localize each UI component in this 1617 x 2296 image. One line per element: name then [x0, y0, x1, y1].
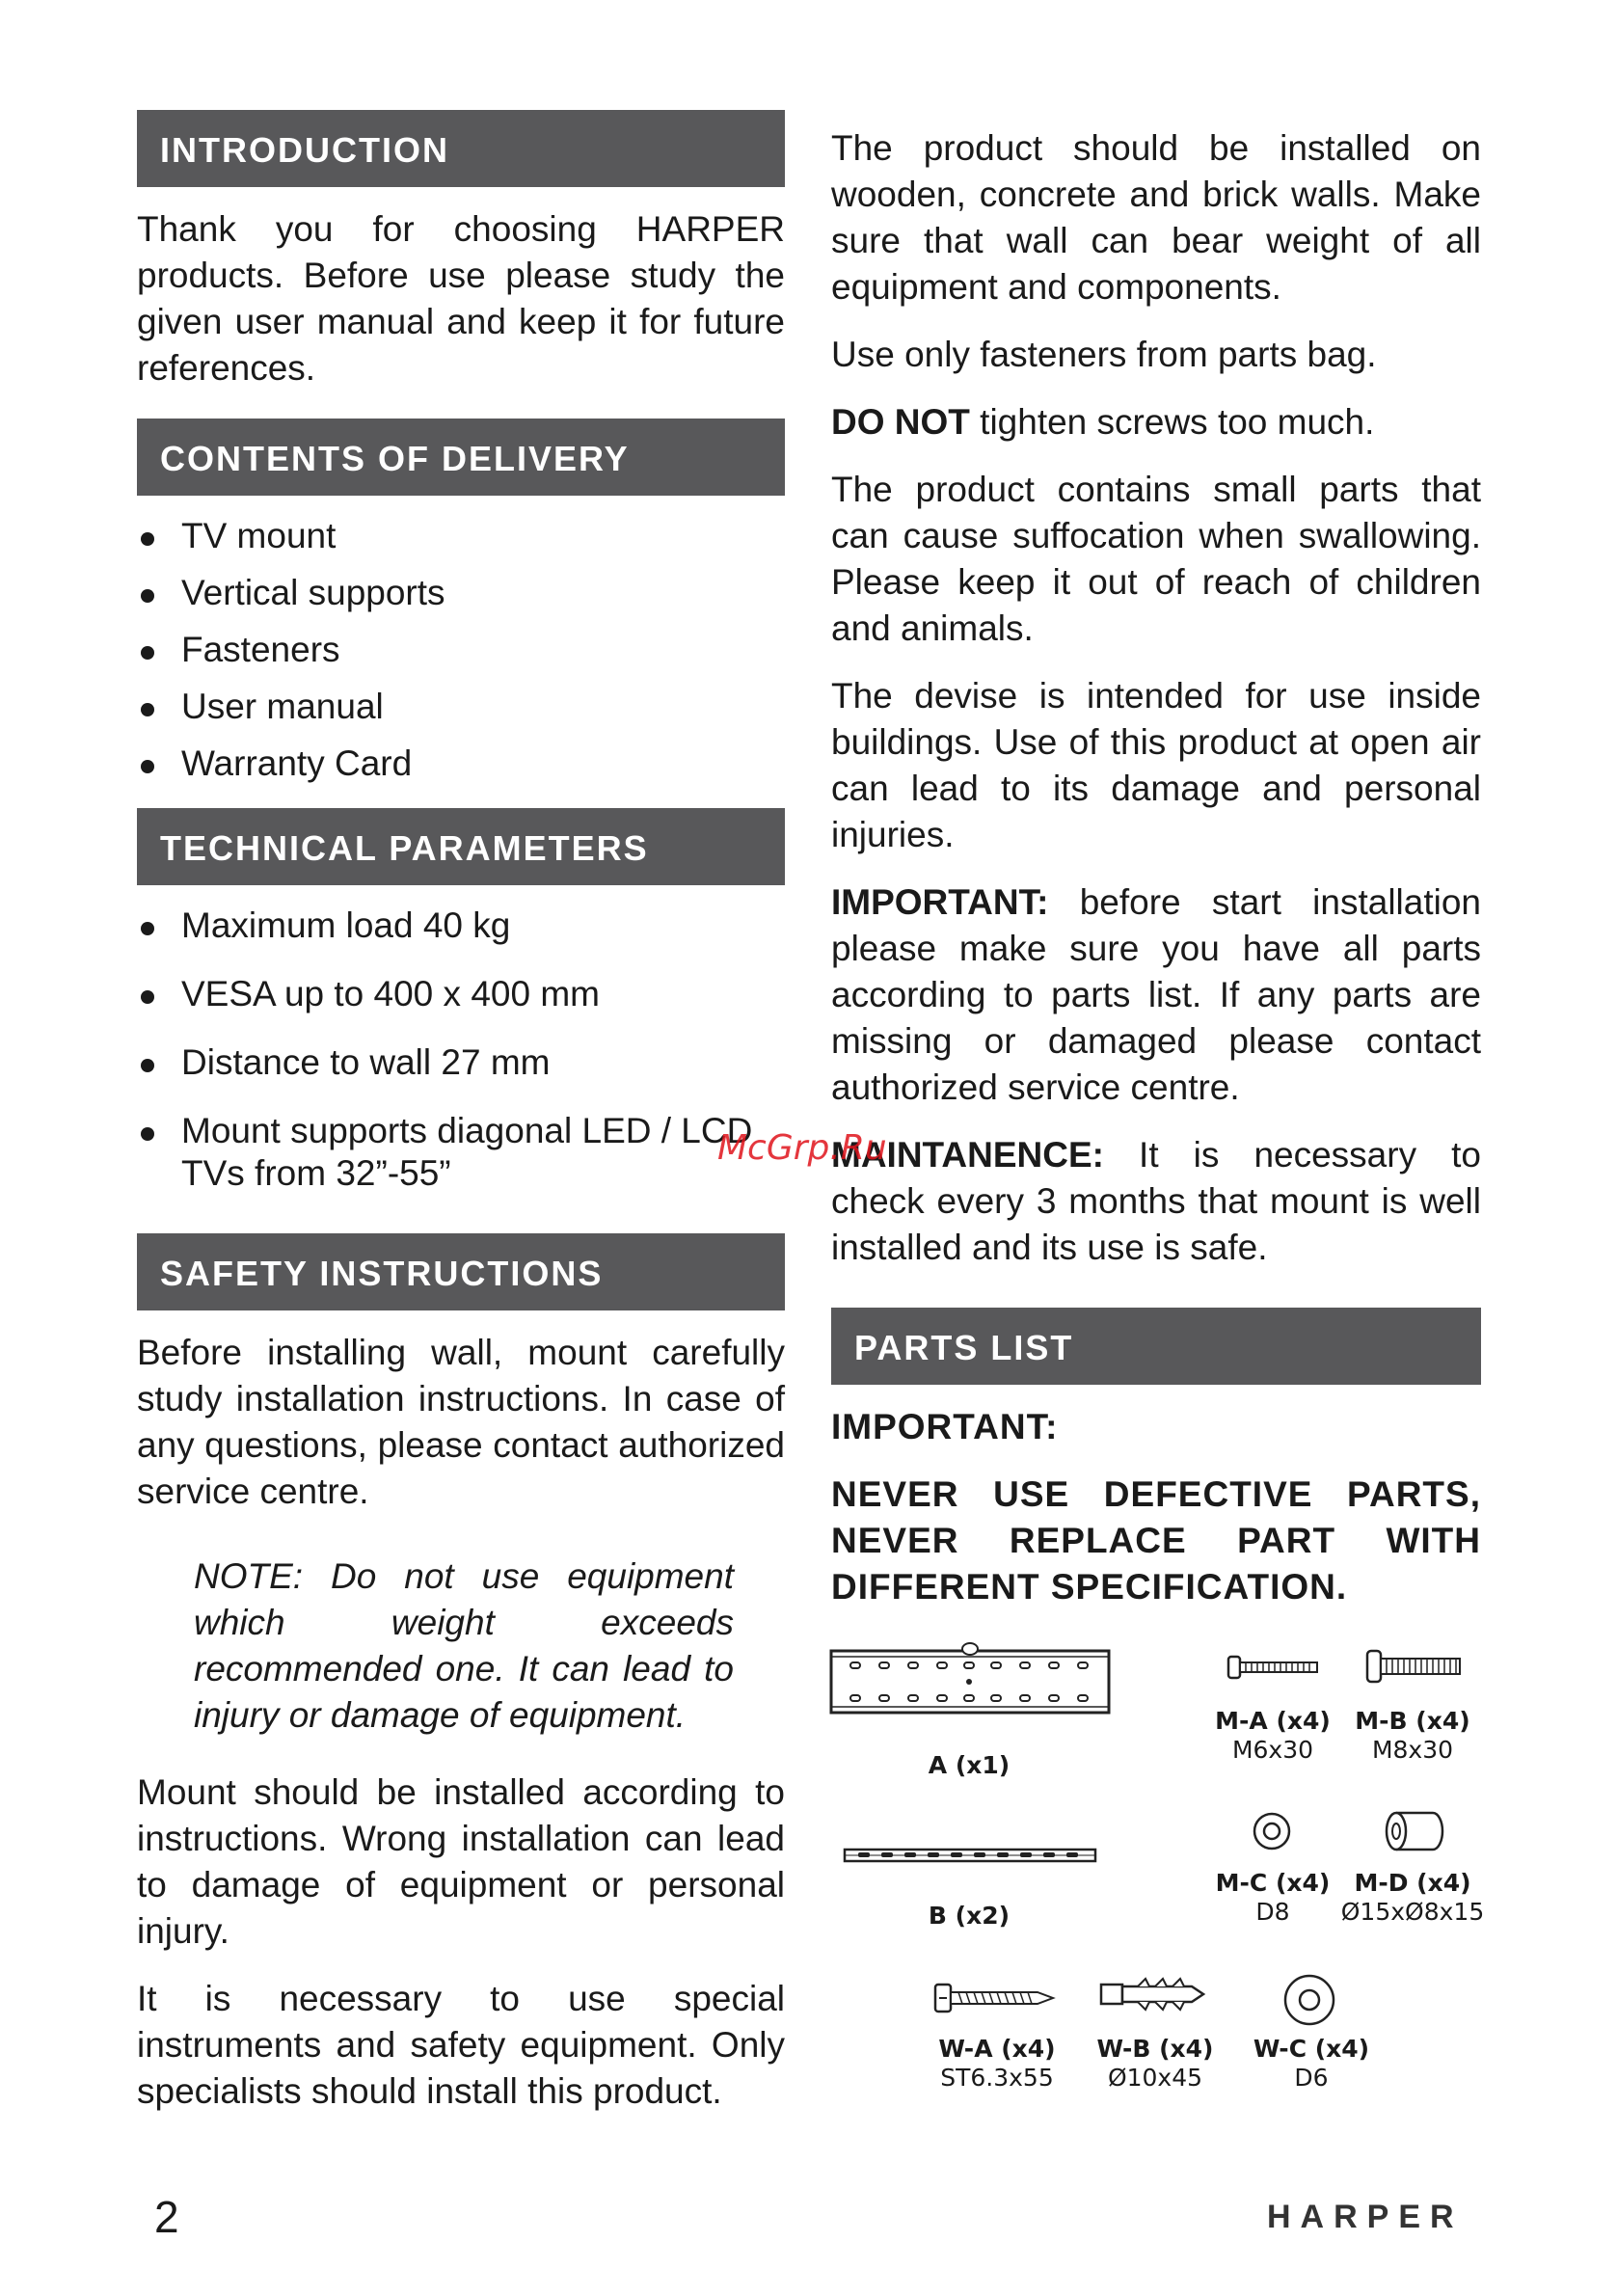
watermark: McGrp.Ru [717, 1128, 887, 1168]
install-walls-text: The product should be installed on wooden, concrete and brick walls. Make sure that wall can bear weight of all equipment and components. [831, 128, 1481, 307]
bolt-m6-icon [1226, 1651, 1319, 1684]
safety-note: NOTE: Do not use equipment which weight exceeds recommended one. It can lead to injury or damage of equipment. [194, 1556, 734, 1735]
parts-important-label: IMPORTANT: [831, 1407, 1059, 1446]
washer-d6-icon [1282, 1973, 1336, 2027]
do-not-tighten-text: DO NOT tighten screws too much. [831, 402, 1375, 442]
list-item: Maximum load 40 kg [137, 905, 785, 947]
list-item: TV mount [137, 515, 785, 557]
wall-plate-a-drawing [829, 1639, 1111, 1718]
page-number: 2 [154, 2192, 179, 2242]
small-parts-text: The product contains small parts that can cause suffocation when swallowing. Please keep it out of reach of children and animals. [831, 470, 1481, 648]
list-item: Vertical supports [137, 572, 785, 614]
list-item: Warranty Card [137, 743, 785, 785]
delivery-list [137, 515, 785, 785]
list-item: Mount supports diagonal LED / LCD TVs from 32”-55” [137, 1110, 760, 1195]
safety-heading: SAFETY INSTRUCTIONS [137, 1233, 785, 1310]
list-item: Distance to wall 27 mm [137, 1041, 785, 1084]
safety-paragraph-3: It is necessary to use special instruments and safety equipment. Only specialists should install this product. [137, 1979, 785, 2111]
part-a-label: A (x1) [928, 1751, 1011, 1779]
list-item: User manual [137, 686, 785, 728]
list-item: VESA up to 400 x 400 mm [137, 973, 785, 1015]
part-w-b-label: W-B (x4) Ø10x45 [1096, 2035, 1214, 2092]
brand-logo: HARPER [1267, 2199, 1464, 2235]
part-m-d-label: M-D (x4) Ø15xØ8x15 [1340, 1869, 1485, 1926]
fasteners-text: Use only fasteners from parts bag. [831, 335, 1377, 374]
important-label: IMPORTANT: [831, 882, 1049, 922]
washer-d8-icon [1252, 1811, 1292, 1851]
wood-screw-icon [933, 1979, 1057, 2017]
maintenance-label: MAINTANENCE: [831, 1135, 1104, 1175]
part-m-b-label: M-B (x4) M8x30 [1355, 1707, 1470, 1764]
spacer-icon [1383, 1809, 1446, 1853]
safety-paragraph-2: Mount should be installed according to instructions. Wrong installation can lead to damage of equipment or personal injury. [137, 1772, 785, 1951]
part-w-a-label: W-A (x4) ST6.3x55 [938, 2035, 1056, 2092]
part-b-label: B (x2) [928, 1902, 1011, 1930]
left-column [137, 110, 785, 2115]
technical-list [137, 905, 785, 1195]
introduction-heading: INTRODUCTION [137, 110, 785, 187]
important-text: IMPORTANT: before start installation please make sure you have all parts according to parts list. If any parts are missing or damaged please contact authorized service centre. [831, 882, 1481, 1107]
part-m-c-label: M-C (x4) D8 [1215, 1869, 1331, 1926]
right-column [831, 125, 1481, 1610]
safety-paragraph-1: Before installing wall, mount carefully study installation instructions. In case of any questions, please contact authorized service centre. [137, 1333, 785, 1511]
indoor-use-text: The devise is intended for use inside buildings. Use of this product at open air can lead to its damage and personal injuries. [831, 676, 1481, 854]
introduction-text: Thank you for choosing HARPER products. Before use please study the given user manual and keep it for future references. [137, 209, 785, 388]
delivery-heading: CONTENTS OF DELIVERY [137, 419, 785, 496]
part-w-c-label: W-C (x4) D6 [1253, 2035, 1370, 2092]
vertical-support-b-drawing [843, 1844, 1097, 1869]
bolt-m8-icon [1365, 1647, 1464, 1686]
part-m-a-label: M-A (x4) M6x30 [1215, 1707, 1331, 1764]
parts-list-heading: PARTS LIST [831, 1308, 1481, 1385]
technical-heading: TECHNICAL PARAMETERS [137, 808, 785, 885]
parts-warning: NEVER USE DEFECTIVE PARTS, NEVER REPLACE PART WITH DIFFERENT SPECIFICATION. [831, 1474, 1481, 1607]
do-not-label: DO NOT [831, 402, 970, 442]
maintenance-text: MAINTANENCE: It is necessary to check every 3 months that mount is well installed and its use is safe. [831, 1135, 1481, 1267]
list-item: Fasteners [137, 629, 785, 671]
wall-anchor-icon [1099, 1975, 1207, 2013]
